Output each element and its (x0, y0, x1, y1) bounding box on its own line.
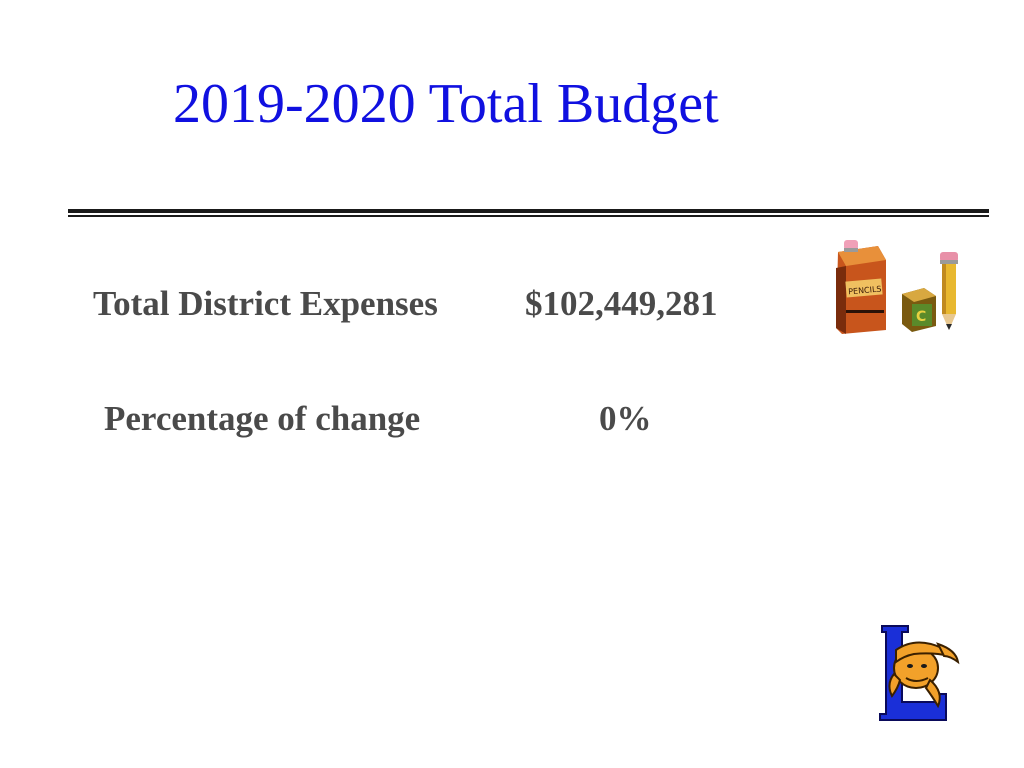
svg-text:C: C (916, 309, 927, 325)
school-logo-icon (866, 622, 962, 722)
change-label: Percentage of change (104, 399, 421, 438)
svg-text:PENCILS: PENCILS (847, 284, 882, 297)
expenses-value: $102,449,281 (525, 284, 718, 323)
change-value: 0% (599, 399, 652, 438)
divider-top (68, 209, 989, 213)
pencils-box-icon (832, 238, 972, 336)
expenses-label: Total District Expenses (93, 284, 438, 323)
divider-bottom (68, 215, 989, 217)
slide-title: 2019-2020 Total Budget (173, 73, 719, 135)
